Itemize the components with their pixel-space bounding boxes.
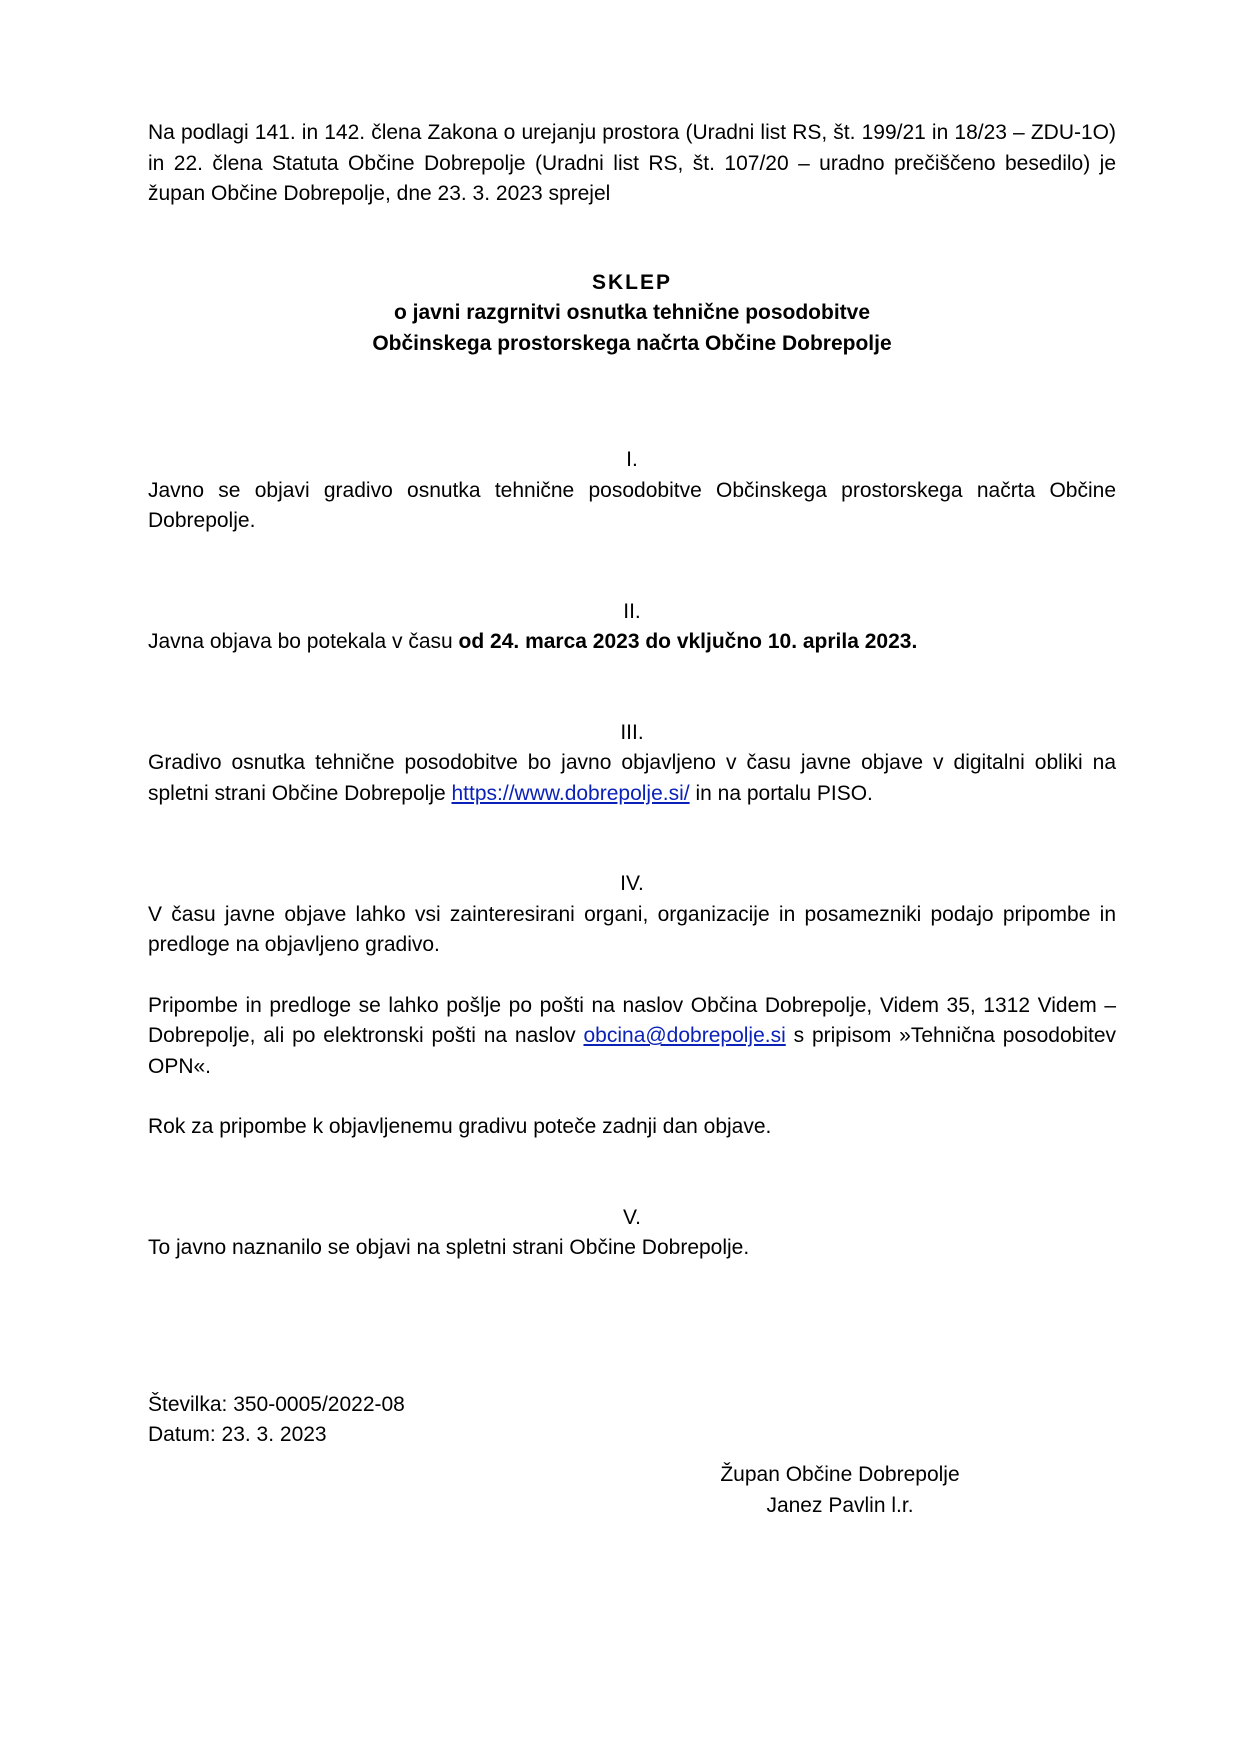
document-body	[148, 118, 1116, 1451]
article-3-text-post: in na portalu PISO.	[689, 781, 873, 805]
article-5-text: To javno naznanilo se objavi na spletni strani Občine Dobrepolje.	[148, 1236, 750, 1259]
document-meta	[148, 1390, 1116, 1451]
article-5-number: V.	[623, 1205, 641, 1229]
article-1-number: I.	[626, 448, 638, 471]
article-4-text-2	[148, 991, 1116, 1083]
article-4-number: IV.	[620, 872, 644, 895]
title-heading: SKLEP	[591, 270, 672, 294]
article-2-text-pre: Javna objava bo potekala v času	[148, 630, 459, 653]
document-number: Številka: 350-0005/2022-08	[148, 1392, 405, 1416]
signature-block	[710, 1460, 970, 1521]
article-2	[148, 597, 1116, 658]
article-1-text: Javno se objavi gradivo osnutka tehnične posodobitve Občinskega prostorskega načrta Občine Dobrepolje.	[148, 478, 1116, 532]
article-1	[148, 445, 1116, 537]
article-4-text-2-post: s pripisom »Tehnična posodobitev OPN«.	[148, 1024, 1116, 1078]
article-4-text-1: V času javne objave lahko vsi zainteresirani organi, organizacije in posamezniki podajo pripombe in predloge na objavljeno gradivo.	[148, 902, 1116, 956]
website-link[interactable]: https://www.dobrepolje.si/	[451, 781, 690, 805]
article-4	[148, 869, 1116, 1143]
article-2-period: od 24. marca 2023 do vključno 10. aprila 2023.	[458, 630, 918, 653]
article-3-text	[148, 748, 1116, 809]
email-link[interactable]: obcina@dobrepolje.si	[583, 1024, 786, 1047]
article-3-number: III.	[620, 720, 644, 744]
article-3-text-pre: Gradivo osnutka tehnične posodobitve bo javno objavljeno v času javne objave v digitalni obliki na spletni strani Občine Dobrepolje	[148, 751, 1116, 805]
document-date: Datum: 23. 3. 2023	[148, 1423, 327, 1446]
intro-paragraph: Na podlagi 141. in 142. člena Zakona o urejanju prostora (Uradni list RS, št. 199/21 in 18/23 – ZDU-1O) in 22. člena Statuta Občine Dobrepolje (Uradni list RS, št. 107/20 – uradno prečiščeno besedilo) je župan Občine Dobrepolje, dne 23. 3. 2023 sprejel	[148, 121, 1116, 205]
article-2-number: II.	[623, 599, 641, 623]
title-line-2: Občinskega prostorskega načrta Občine Dobrepolje	[372, 331, 892, 355]
signature-role: Župan Občine Dobrepolje	[720, 1463, 960, 1486]
article-2-text	[148, 627, 1116, 658]
article-5	[148, 1203, 1116, 1264]
article-4-text-2-pre: Pripombe in predloge se lahko pošlje po pošti na naslov Občina Dobrepolje, Videm 35, 1312 Videm – Dobrepolje, ali po elektronski pošti na naslov	[148, 993, 1116, 1047]
article-4-text-3: Rok za pripombe k objavljenemu gradivu poteče zadnji dan objave.	[148, 1115, 772, 1138]
signature-name: Janez Pavlin l.r.	[766, 1493, 914, 1517]
document-title	[148, 268, 1116, 360]
article-3	[148, 718, 1116, 810]
title-line-1: o javni razgrnitvi osnutka tehnične posodobitve	[393, 301, 871, 324]
